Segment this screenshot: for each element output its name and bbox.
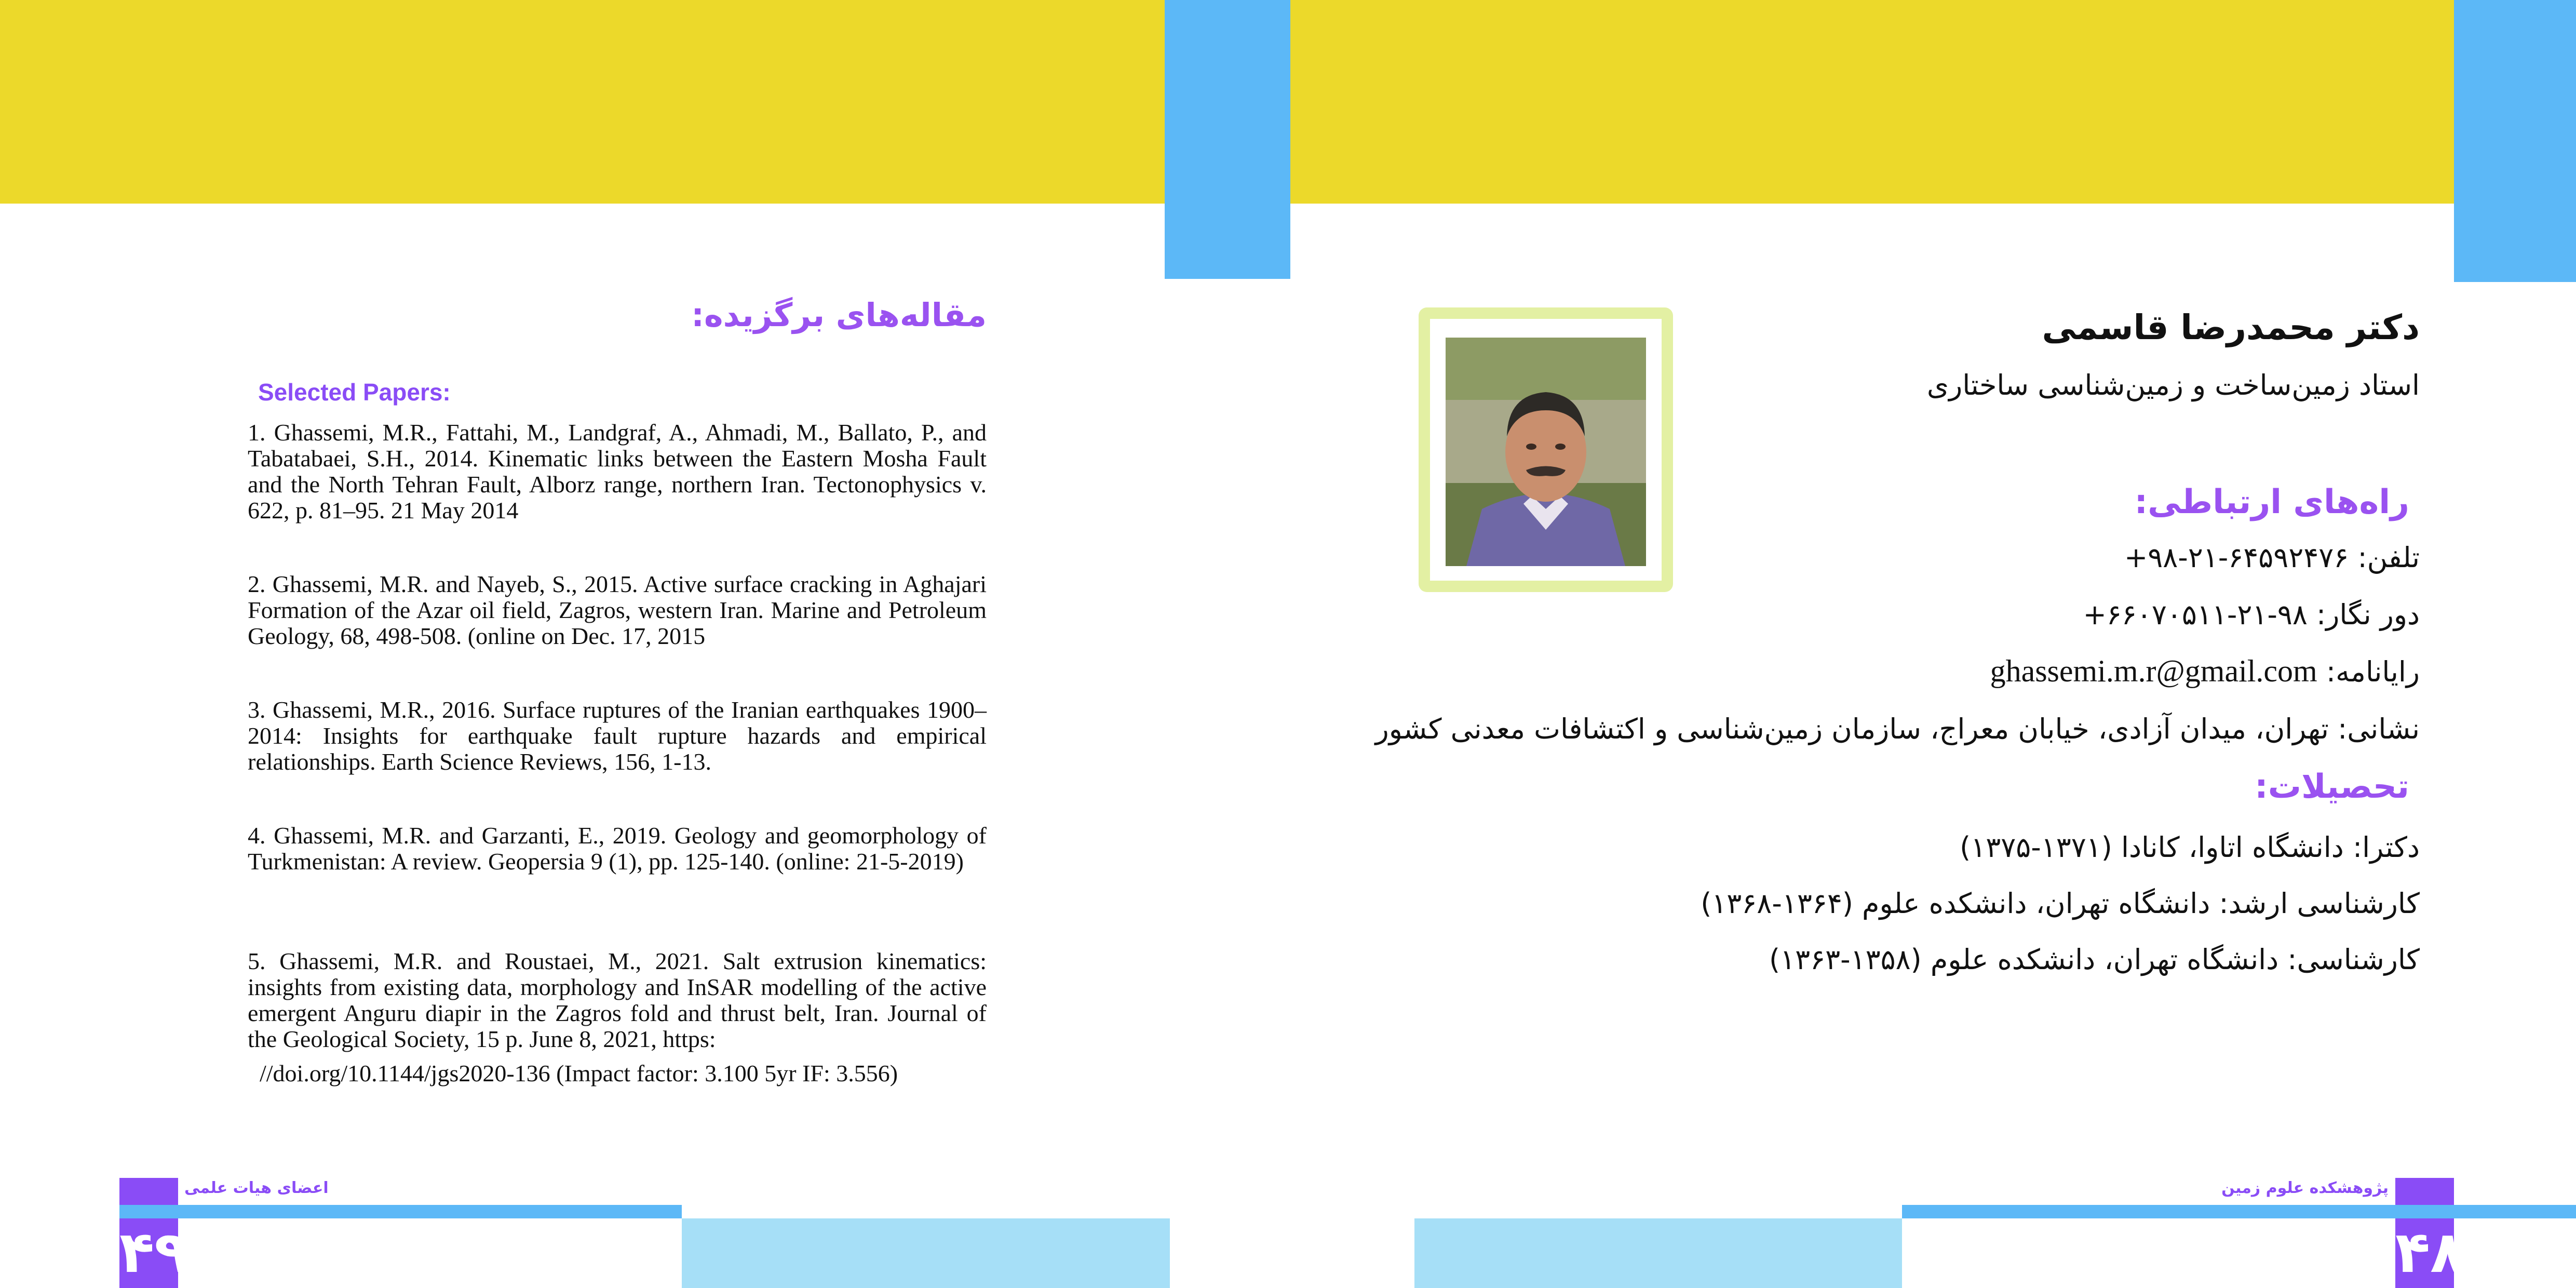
education-item-bsc: کارشناسی: دانشگاه تهران، دانشکده علوم (۱۳۵۸-۱۳۶۳): [1769, 943, 2420, 976]
right-footer-blue-line: [1902, 1205, 2576, 1218]
right-top-blue-block: [2454, 0, 2576, 282]
right-page-number: ۴۸: [2395, 1218, 2454, 1288]
contact-phone: تلفن: ۶۴۵۹۲۴۷۶-۲۱-۹۸+: [2124, 541, 2420, 574]
paper-item-5: 5. Ghassemi, M.R. and Roustaei, M., 2021. Salt extrusion kinematics: insights from existing data, morphology and InSAR modelling of the active emergent Anguru diapir in the Zagros fold and thrust belt, Iran. Journal of the Geological Society, 15 p. June 8, 2021, https:: [248, 948, 987, 1052]
profile-photo-frame: [1419, 307, 1673, 592]
paper-5-doi-line: //doi.org/10.1144/jgs2020-136 (Impact factor: 3.100 5yr IF: 3.556): [260, 1060, 898, 1086]
contact-email-label: رایانامه:: [2317, 655, 2420, 688]
education-heading: تحصیلات:: [2255, 768, 2409, 806]
profile-photo: [1446, 338, 1646, 566]
paper-item-2: 2. Ghassemi, M.R. and Nayeb, S., 2015. Active surface cracking in Aghajari Formation of the Azar oil field, Zagros, western Iran. Marine and Petroleum Geology, 68, 498-508. (online on Dec. 17, 2015: [248, 571, 987, 649]
person-name: دکتر محمدرضا قاسمی: [2042, 307, 2420, 347]
right-top-yellow-band: [1290, 0, 2454, 204]
left-footer-blue-line: [119, 1205, 682, 1218]
portrait-illustration: [1446, 338, 1646, 566]
left-footer-purple-tab: [119, 1178, 178, 1209]
contact-email-address[interactable]: ghassemi.m.r@gmail.com: [1990, 654, 2317, 688]
left-footer-label: اعضای هیات علمی: [184, 1179, 329, 1197]
left-footer-lightblue-block: [682, 1218, 1170, 1288]
paper-item-3: 3. Ghassemi, M.R., 2016. Surface ruptures of the Iranian earthquakes 1900–2014: Insights for earthquake fault rupture hazards and empirical relationships. Earth Science Reviews, 156, 1-13.: [248, 696, 987, 775]
left-top-yellow-band: [0, 0, 1165, 204]
education-item-phd: دکترا: دانشگاه اتاوا، کانادا (۱۳۷۱-۱۳۷۵): [1960, 831, 2420, 864]
right-footer-label: پژوهشکده علوم زمین: [2221, 1179, 2389, 1197]
contact-address: نشانی: تهران، میدان آزادی، خیابان معراج، سازمان زمین‌شناسی و اکتشافات معدنی کشور: [1375, 713, 2420, 745]
contact-email-row: [1817, 653, 2420, 689]
selected-papers-label: Selected Papers:: [258, 379, 451, 406]
left-top-blue-block: [1165, 0, 1290, 279]
left-page-number: ۴۹: [119, 1218, 178, 1288]
paper-item-1: 1. Ghassemi, M.R., Fattahi, M., Landgraf, A., Ahmadi, M., Ballato, P., and Tabatabaei, S.H., 2014. Kinematic links between the Eastern Mosha Fault and the North Tehran Fault, Alborz range, northern Iran. Tectonophysics v. 622, p. 81–95. 21 May 2014: [248, 419, 987, 524]
contact-fax: دور نگار: ۹۸-۲۱-۶۶۰۷۰۵۱۱+: [2083, 598, 2420, 631]
selected-articles-heading: مقاله‌های برگزیده:: [691, 296, 987, 334]
right-footer-lightblue-block: [1414, 1218, 1902, 1288]
contact-heading: راه‌های ارتباطی:: [2134, 483, 2409, 521]
paper-item-4: 4. Ghassemi, M.R. and Garzanti, E., 2019. Geology and geomorphology of Turkmenistan: A review. Geopersia 9 (1), pp. 125-140. (online: 21-5-2019): [248, 822, 987, 875]
education-item-msc: کارشناسی ارشد: دانشگاه تهران، دانشکده علوم (۱۳۶۴-۱۳۶۸): [1701, 887, 2420, 920]
person-position: استاد زمین‌ساخت و زمین‌شناسی ساختاری: [1926, 369, 2420, 401]
right-footer-purple-tab: [2395, 1178, 2454, 1209]
